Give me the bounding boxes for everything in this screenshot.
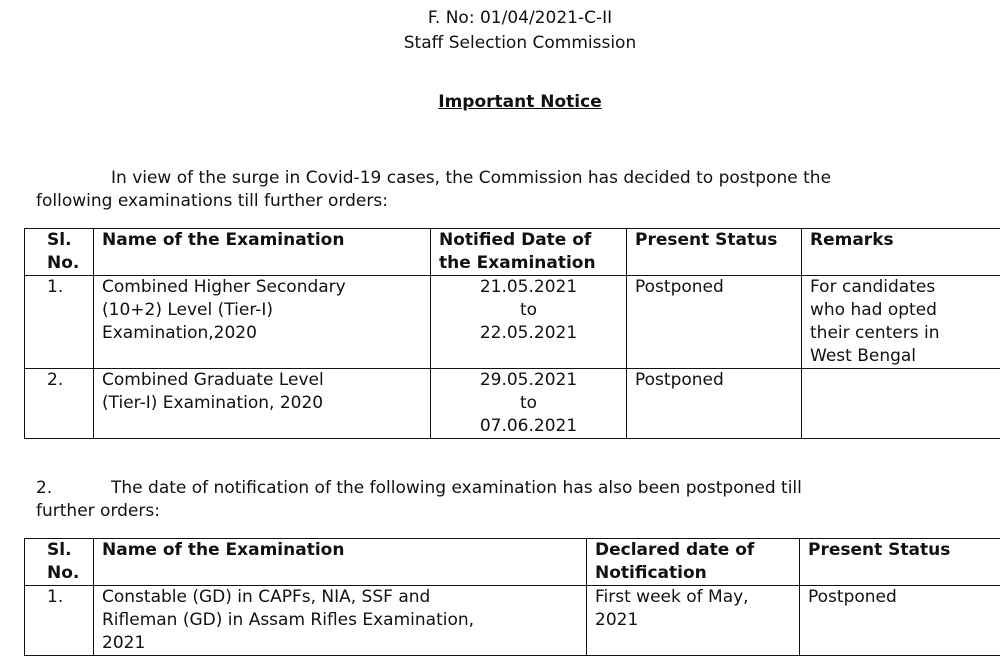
header-present-status: Present Status <box>800 539 1000 586</box>
header-sl-no: Sl. No. <box>25 229 94 276</box>
header-remarks: Remarks <box>802 229 1000 276</box>
cell-date: First week of May, 2021 <box>587 586 800 656</box>
header-exam-name: Name of the Examination <box>94 229 431 276</box>
paragraph-1-line-2: following examinations till further orders: <box>36 190 1000 213</box>
header-present-status: Present Status <box>627 229 802 276</box>
notice-title: Important Notice <box>0 92 1000 112</box>
cell-status: Postponed <box>627 276 802 369</box>
table-row <box>25 276 1000 369</box>
paragraph-1-line-1: In view of the surge in Covid-19 cases, the Commission has decided to postpone the <box>111 168 831 188</box>
file-number: F. No: 01/04/2021-C-II <box>0 8 1000 28</box>
cell-sl: 2. <box>25 369 94 439</box>
paragraph-1 <box>36 167 1000 213</box>
table-header-row <box>25 539 1000 586</box>
postponed-exams-table <box>24 228 1000 439</box>
header-declared-date: Declared date of Notification <box>587 539 800 586</box>
cell-status: Postponed <box>627 369 802 439</box>
notification-postponed-table <box>24 538 1000 656</box>
paragraph-2-number: 2. <box>36 477 111 500</box>
paragraph-2-line-2: further orders: <box>36 500 1000 523</box>
header-sl-no: Sl. No. <box>25 539 94 586</box>
cell-exam-name: Constable (GD) in CAPFs, NIA, SSF and Rifleman (GD) in Assam Rifles Examination, 2021 <box>94 586 587 656</box>
organization-name: Staff Selection Commission <box>0 33 1000 53</box>
paragraph-2 <box>36 477 1000 523</box>
cell-remarks <box>802 369 1000 439</box>
paragraph-2-line-1: The date of notification of the following examination has also been postponed till <box>111 478 802 498</box>
cell-date: 21.05.2021 to 22.05.2021 <box>431 276 627 369</box>
cell-status: Postponed <box>800 586 1000 656</box>
table-header-row <box>25 229 1000 276</box>
cell-remarks: For candidates who had opted their centers in West Bengal <box>802 276 1000 369</box>
cell-exam-name: Combined Graduate Level (Tier-I) Examination, 2020 <box>94 369 431 439</box>
header-exam-name: Name of the Examination <box>94 539 587 586</box>
cell-sl: 1. <box>25 586 94 656</box>
table-row <box>25 586 1000 656</box>
cell-exam-name: Combined Higher Secondary (10+2) Level (Tier-I) Examination,2020 <box>94 276 431 369</box>
cell-date: 29.05.2021 to 07.06.2021 <box>431 369 627 439</box>
cell-sl: 1. <box>25 276 94 369</box>
table-row <box>25 369 1000 439</box>
header-notified-date: Notified Date of the Examination <box>431 229 627 276</box>
